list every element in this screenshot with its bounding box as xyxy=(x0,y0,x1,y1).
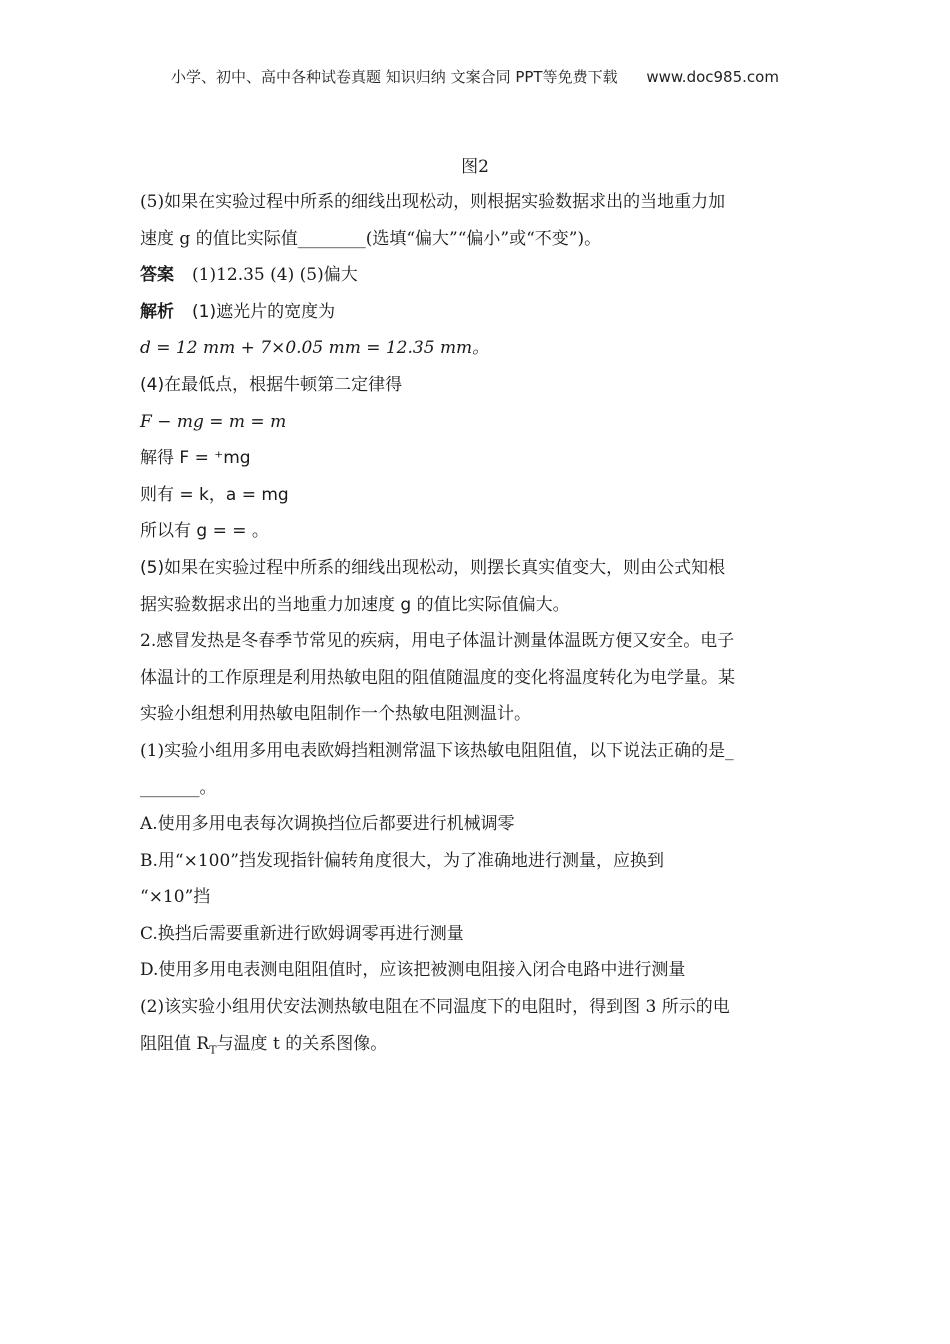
q2-part2-line-2 xyxy=(140,1026,812,1063)
analysis-line-4: F − mg = m = m xyxy=(140,411,287,432)
q2-line-3: 实验小组想利用热敏电阻制作一个热敏电阻测温计。 xyxy=(140,704,531,725)
option-b-line-2: “×10”挡 xyxy=(140,887,211,908)
q2-part1-line-2: _______。 xyxy=(140,777,217,798)
analysis-label: 解析 xyxy=(140,301,174,322)
analysis-line-3: (4)在最低点，根据牛顿第二定律得 xyxy=(140,374,403,395)
page-header xyxy=(0,66,950,87)
q5-line-1: (5)如果在实验过程中所系的细线出现松动，则根据实验数据求出的当地重力加 xyxy=(140,192,726,212)
q2-line-2: 体温计的工作原理是利用热敏电阻的阻值随温度的变化将温度转化为电学量。某 xyxy=(140,667,735,688)
analysis-line-5: 解得 F = ⁺mg xyxy=(140,448,251,469)
header-site-link[interactable]: www.doc985.com xyxy=(646,68,779,86)
q2-part2-line-1: (2)该实验小组用伏安法测热敏电阻在不同温度下的电阻时，得到图 3 所示的电 xyxy=(140,997,730,1018)
analysis-text-1: (1)遮光片的宽度为 xyxy=(192,301,336,322)
document-body xyxy=(140,184,812,1062)
header-text: 小学、初中、高中各种试卷真题 知识归纳 文案合同 PPT等免费下载 xyxy=(171,68,618,86)
q2-part1-line-1: (1)实验小组用多用电表欧姆挡粗测常温下该热敏电阻阻值，以下说法正确的是_ xyxy=(140,740,734,761)
analysis-line-2: d = 12 mm + 7×0.05 mm = 12.35 mm。 xyxy=(140,338,490,359)
answer-text: (1)12.35 (4) (5)偏大 xyxy=(192,265,358,286)
option-b-line-1: B.用“×100”挡发现指针偏转角度很大，为了准确地进行测量，应换到 xyxy=(140,850,664,871)
option-d: D.使用多用电表测电阻阻值时，应该把被测电阻接入闭合电路中进行测量 xyxy=(140,960,686,981)
option-a: A.使用多用电表每次调换挡位后都要进行机械调零 xyxy=(140,814,515,835)
answer-label: 答案 xyxy=(140,265,174,286)
analysis-line-7: 所以有 g = = 。 xyxy=(140,521,269,542)
analysis-line-1 xyxy=(140,294,812,331)
q2-part2-text-a: 阻阻值 R xyxy=(140,1033,210,1054)
q5-line-2: 速度 g 的值比实际值________(选填“偏大”“偏小”或“不变”)。 xyxy=(140,228,602,249)
q2-line-1: 2.感冒发热是冬春季节常见的疾病，用电子体温计测量体温既方便又安全。电子 xyxy=(140,631,735,652)
analysis-line-6: 则有 = k，a = mg xyxy=(140,484,289,505)
analysis-line-9: 据实验数据求出的当地重力加速度 g 的值比实际值偏大。 xyxy=(140,594,570,615)
q2-part2-text-b: 与温度 t 的关系图像。 xyxy=(216,1033,388,1054)
answer-line xyxy=(140,257,812,294)
figure-caption: 图2 xyxy=(461,157,489,177)
q2-part2-subscript: T xyxy=(209,1043,217,1057)
option-c: C.换挡后需要重新进行欧姆调零再进行测量 xyxy=(140,923,464,944)
analysis-line-8: (5)如果在实验过程中所系的细线出现松动，则摆长真实值变大，则由公式知根 xyxy=(140,557,726,578)
